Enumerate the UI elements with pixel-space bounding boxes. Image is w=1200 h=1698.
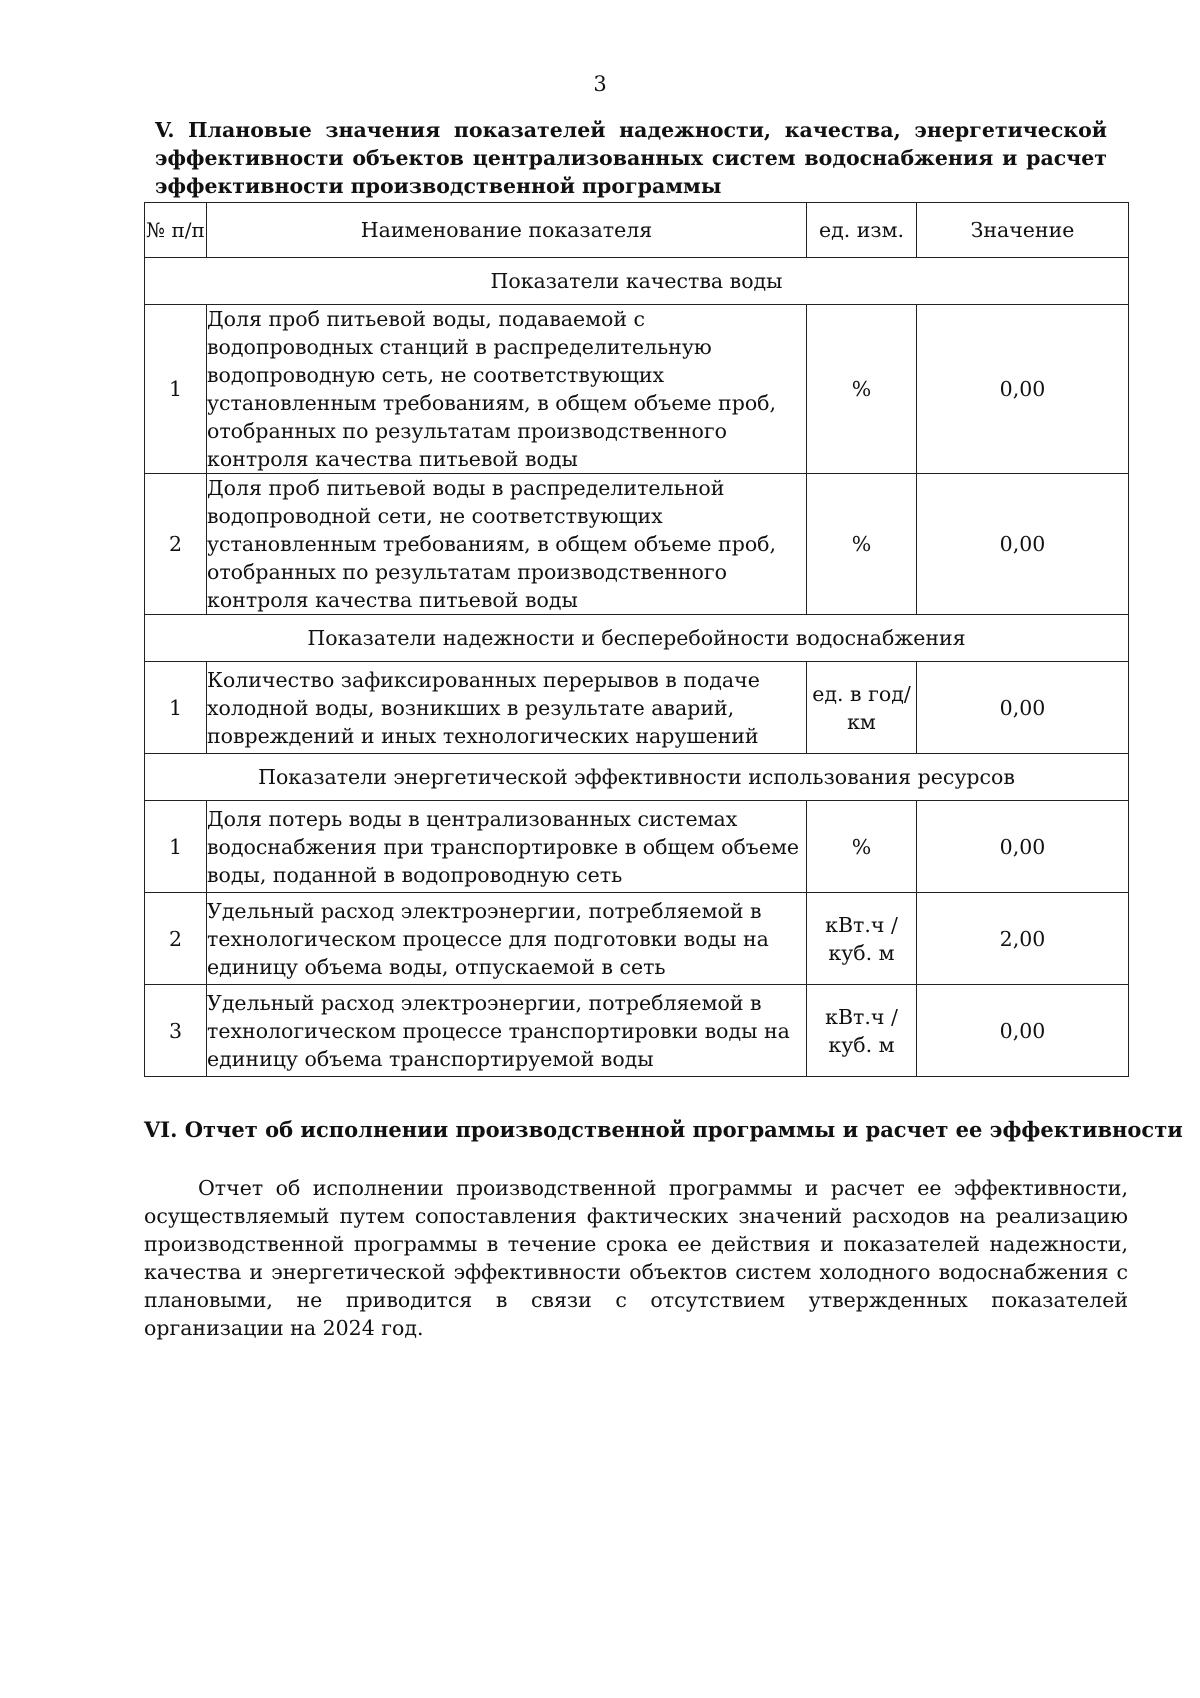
row-num: 1	[145, 801, 207, 893]
row-unit: кВт.ч / куб. м	[807, 893, 917, 985]
row-value: 0,00	[917, 801, 1129, 893]
row-unit: %	[807, 305, 917, 474]
row-num: 2	[145, 474, 207, 615]
group-row-reliability	[145, 615, 1129, 662]
header-value: Значение	[917, 203, 1129, 258]
row-name: Доля проб питьевой воды в распределительной водопроводной сети, не соответствующих установленным требованиям, в общем объеме проб, отобранных по результатам производственного контроля качества питьевой воды	[207, 474, 807, 615]
row-name: Доля потерь воды в централизованных системах водоснабжения при транспортировке в общем объеме воды, поданной в водопроводную сеть	[207, 801, 807, 893]
table-row	[145, 801, 1129, 893]
group-title: Показатели энергетической эффективности использования ресурсов	[145, 754, 1129, 801]
table-row	[145, 474, 1129, 615]
section-6-body: Отчет об исполнении производственной программы и расчет ее эффективности, осуществляемый путем сопоставления фактических значений расходов на реализацию производственной программы в течение срока ее действия и показателей надежности, качества и энергетической эффективности объектов систем холодного водоснабжения с плановыми, не приводится в связи с отсутствием утвержденных показателей организации на 2024 год.	[144, 1176, 1128, 1340]
section-6-heading: VI. Отчет об исполнении производственной программы и расчет ее эффективности	[144, 1117, 1183, 1142]
row-value: 0,00	[917, 474, 1129, 615]
group-title: Показатели надежности и бесперебойности водоснабжения	[145, 615, 1129, 662]
row-value: 0,00	[917, 985, 1129, 1077]
row-name: Удельный расход электроэнергии, потребляемой в технологическом процессе для подготовки воды на единицу объема воды, отпускаемой в сеть	[207, 893, 807, 985]
table-row	[145, 893, 1129, 985]
row-unit: кВт.ч / куб. м	[807, 985, 917, 1077]
row-num: 3	[145, 985, 207, 1077]
row-unit: %	[807, 801, 917, 893]
table-row	[145, 985, 1129, 1077]
row-num: 1	[145, 662, 207, 754]
row-num: 2	[145, 893, 207, 985]
row-name: Доля проб питьевой воды, подаваемой с водопроводных станций в распределительную водопроводную сеть, не соответствующих установленным требованиям, в общем объеме проб, отобранных по результатам производственного контроля качества питьевой воды	[207, 305, 807, 474]
section-5-heading: V. Плановые значения показателей надежности, качества, энергетической эффективности объектов централизованных систем водоснабжения и расчет эффективности производственной программы	[155, 118, 1107, 198]
row-unit: ед. в год/ км	[807, 662, 917, 754]
row-value: 0,00	[917, 662, 1129, 754]
row-name: Количество зафиксированных перерывов в подаче холодной воды, возникших в результате аварий, повреждений и иных технологических нарушений	[207, 662, 807, 754]
page-number: 3	[593, 72, 607, 96]
group-title: Показатели качества воды	[145, 258, 1129, 305]
group-row-energy-efficiency	[145, 754, 1129, 801]
header-name: Наименование показателя	[207, 203, 807, 258]
header-num: № п/п	[145, 203, 207, 258]
header-unit: ед. изм.	[807, 203, 917, 258]
table-row	[145, 305, 1129, 474]
row-value: 0,00	[917, 305, 1129, 474]
group-row-water-quality	[145, 258, 1129, 305]
row-name: Удельный расход электроэнергии, потребляемой в технологическом процессе транспортировки воды на единицу объема транспортируемой воды	[207, 985, 807, 1077]
table-row	[145, 662, 1129, 754]
table-header-row	[145, 203, 1129, 258]
row-unit: %	[807, 474, 917, 615]
row-value: 2,00	[917, 893, 1129, 985]
indicators-table	[144, 202, 1129, 1077]
row-num: 1	[145, 305, 207, 474]
